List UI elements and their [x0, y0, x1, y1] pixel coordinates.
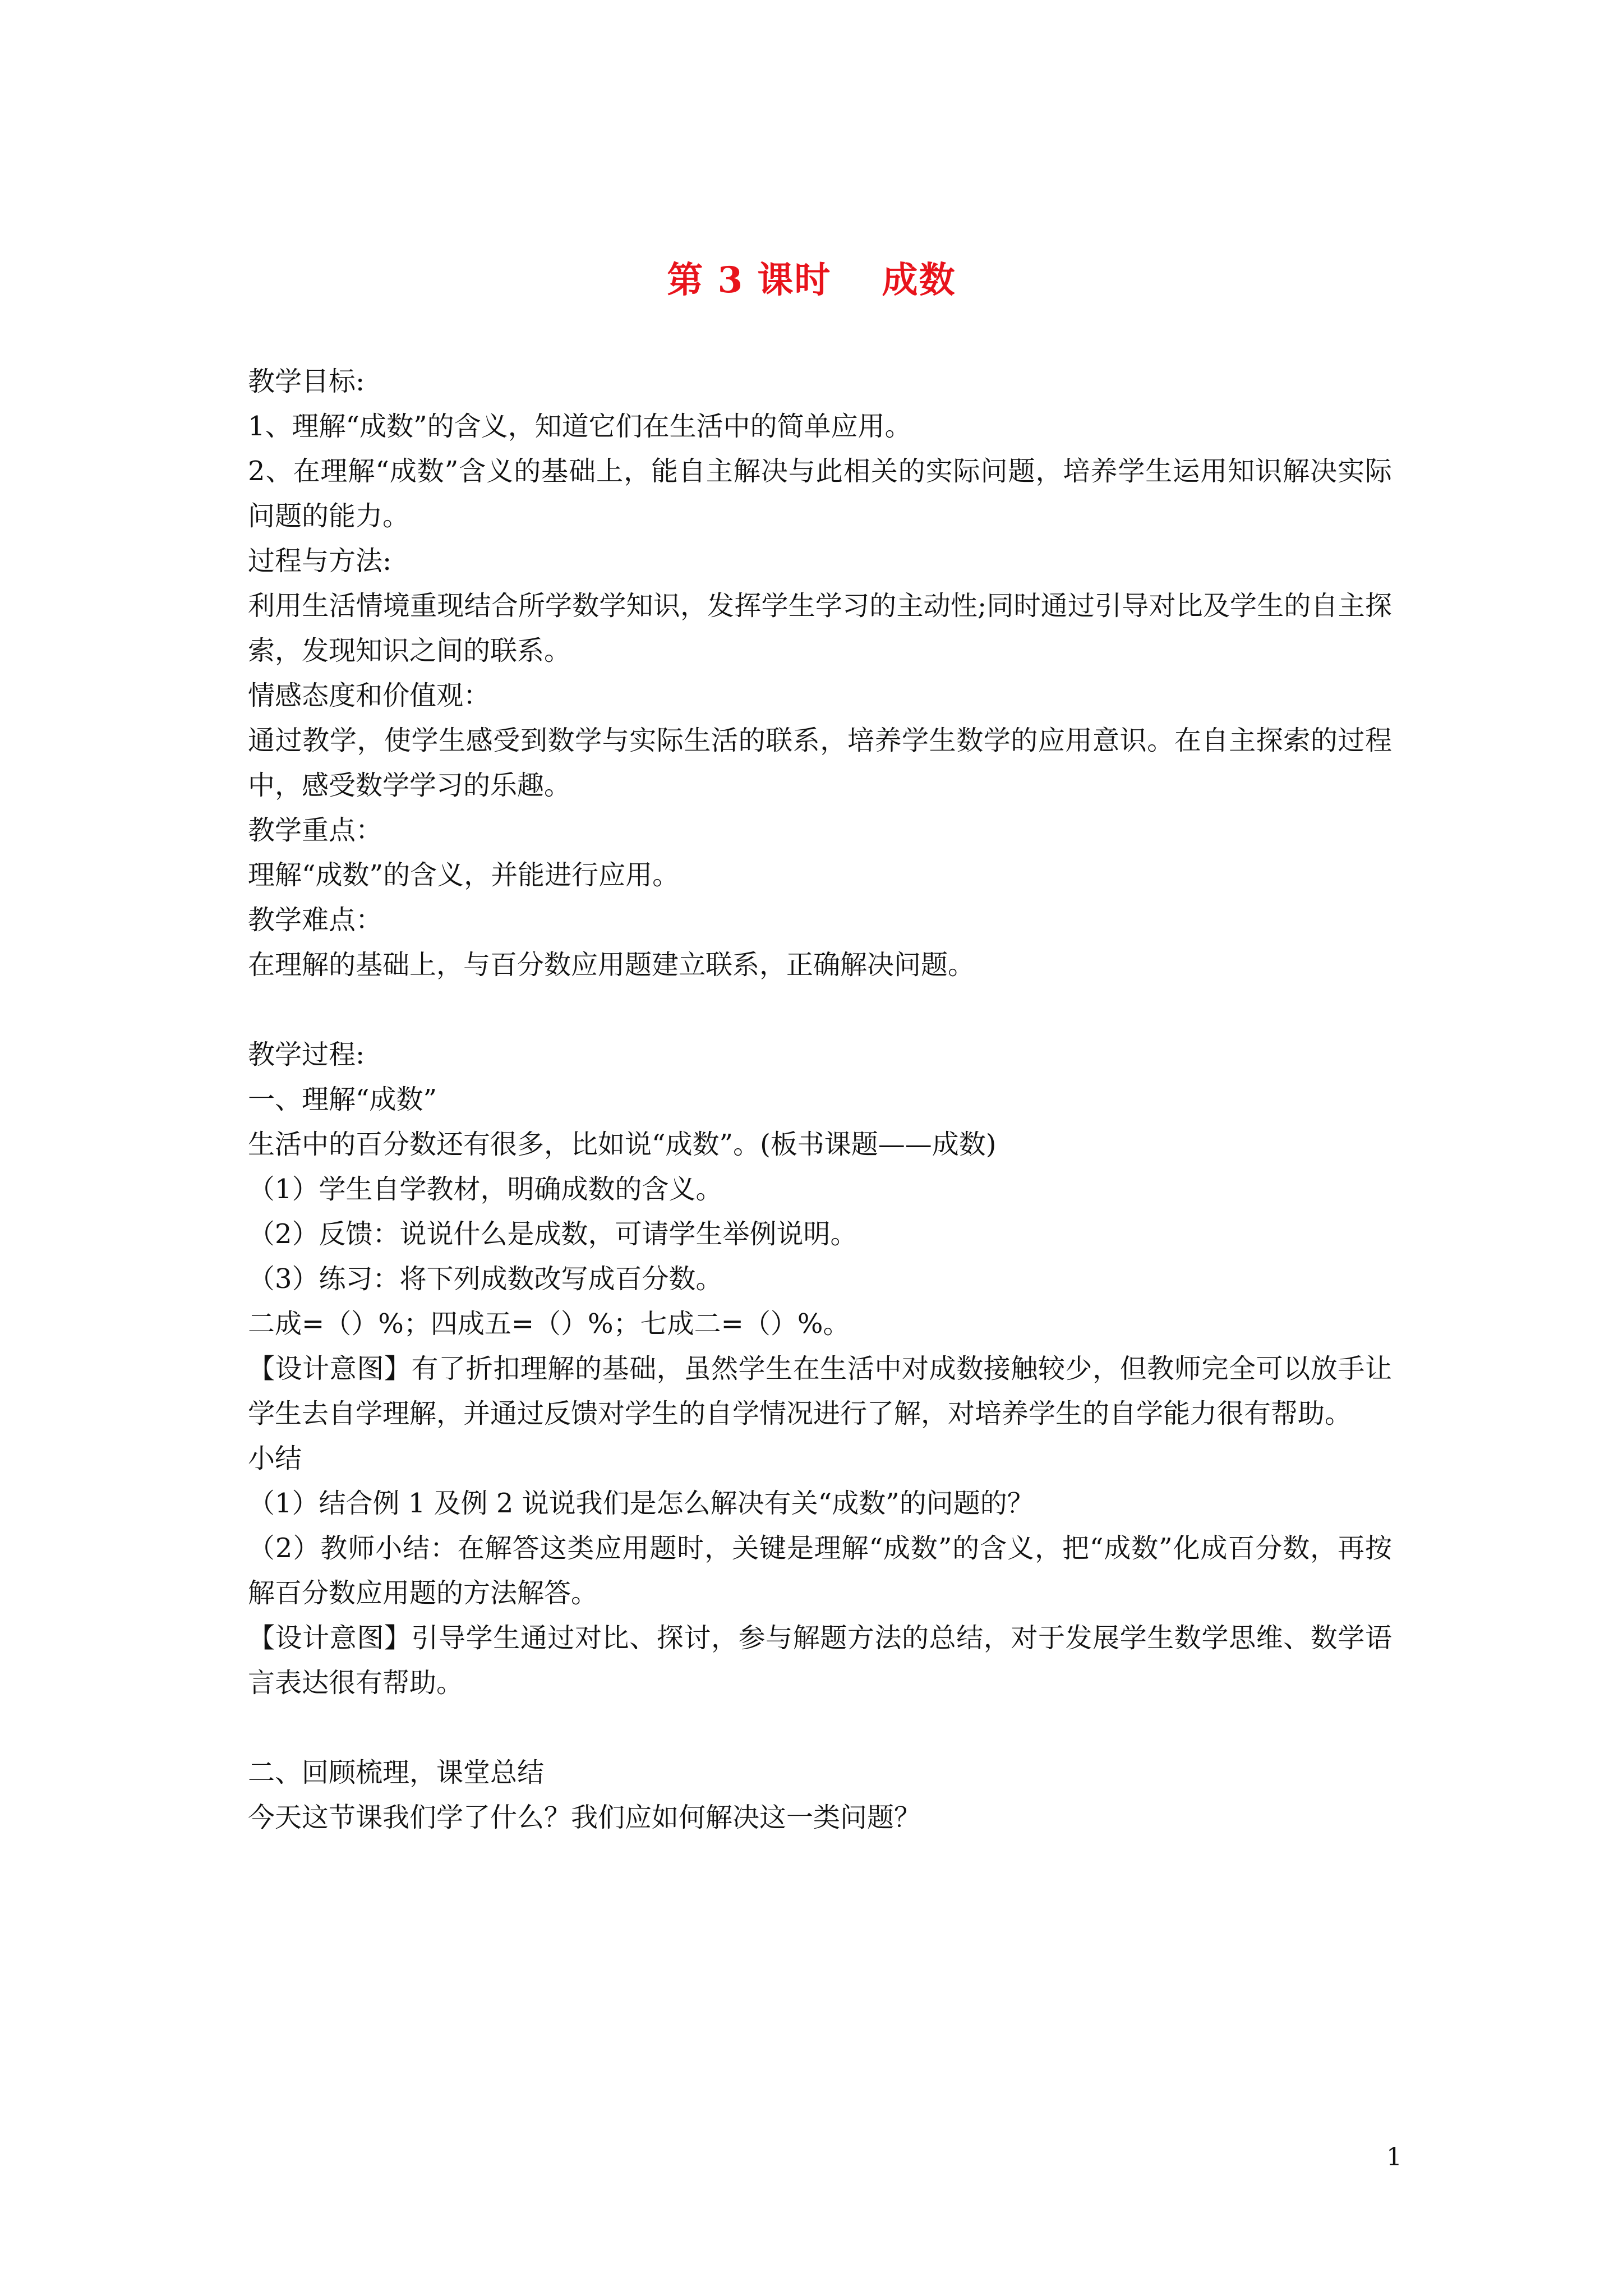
summary-1: （1）结合例 1 及例 2 说说我们是怎么解决有关“成数”的问题的？	[248, 1488, 1034, 1519]
section-2-heading: 二、回顾梳理，课堂总结	[248, 1757, 545, 1788]
step-2: （2）反馈：说说什么是成数，可请学生举例说明。	[248, 1218, 857, 1250]
spacer	[248, 1705, 1392, 1750]
key-point-text: 理解“成数”的含义，并能进行应用。	[248, 859, 680, 891]
section-1-heading: 一、理解“成数”	[248, 1084, 437, 1115]
summary-heading: 小结	[248, 1443, 302, 1474]
difficulty-heading: 教学难点：	[248, 904, 383, 936]
exercise-line: 二成=（）%；四成五=（）%；七成二=（）%。	[248, 1308, 850, 1340]
key-point-heading: 教学重点：	[248, 815, 383, 846]
emotion-heading: 情感态度和价值观：	[248, 680, 491, 711]
emotion-text: 通过教学，使学生感受到数学与实际生活的联系，培养学生数学的应用意识。在自主探索的过程中，感受数学学习的乐趣。	[248, 725, 1392, 801]
lesson-body	[248, 359, 1392, 1840]
step-1: （1）学生自学教材，明确成数的含义。	[248, 1174, 723, 1205]
process-method-text: 利用生活情境重现结合所学数学知识，发挥学生学习的主动性;同时通过引导对比及学生的自主探索，发现知识之间的联系。	[248, 590, 1392, 666]
page-number: 1	[1386, 2143, 1402, 2171]
step-3: （3）练习：将下列成数改写成百分数。	[248, 1263, 723, 1295]
objective-1: 1、理解“成数”的含义，知道它们在生活中的简单应用。	[248, 411, 912, 442]
section-1-intro: 生活中的百分数还有很多，比如说“成数”。(板书课题——成数)	[248, 1129, 997, 1160]
design-intent-2: 【设计意图】引导学生通过对比、探讨，参与解题方法的总结，对于发展学生数学思维、数学语言表达很有帮助。	[248, 1622, 1392, 1699]
lesson-title: 第 3 课时 成数	[667, 259, 956, 301]
objectives-heading: 教学目标:	[248, 366, 365, 397]
design-intent-1: 【设计意图】有了折扣理解的基础，虽然学生在生活中对成数接触较少，但教师完全可以放手让学生去自学理解，并通过反馈对学生的自学情况进行了解，对培养学生的自学能力很有帮助。	[248, 1353, 1392, 1429]
summary-2: （2）教师小结：在解答这类应用题时，关键是理解“成数”的含义，把“成数”化成百分数，再按解百分数应用题的方法解答。	[248, 1533, 1392, 1609]
section-2-text: 今天这节课我们学了什么？我们应如何解决这一类问题？	[248, 1802, 921, 1833]
spacer	[248, 987, 1392, 1032]
process-method-heading: 过程与方法:	[248, 545, 392, 577]
difficulty-text: 在理解的基础上，与百分数应用题建立联系，正确解决问题。	[248, 949, 975, 981]
teaching-process-heading: 教学过程:	[248, 1039, 365, 1070]
objective-2: 2、在理解“成数”含义的基础上，能自主解决与此相关的实际问题，培养学生运用知识解决实际问题的能力。	[248, 455, 1392, 532]
